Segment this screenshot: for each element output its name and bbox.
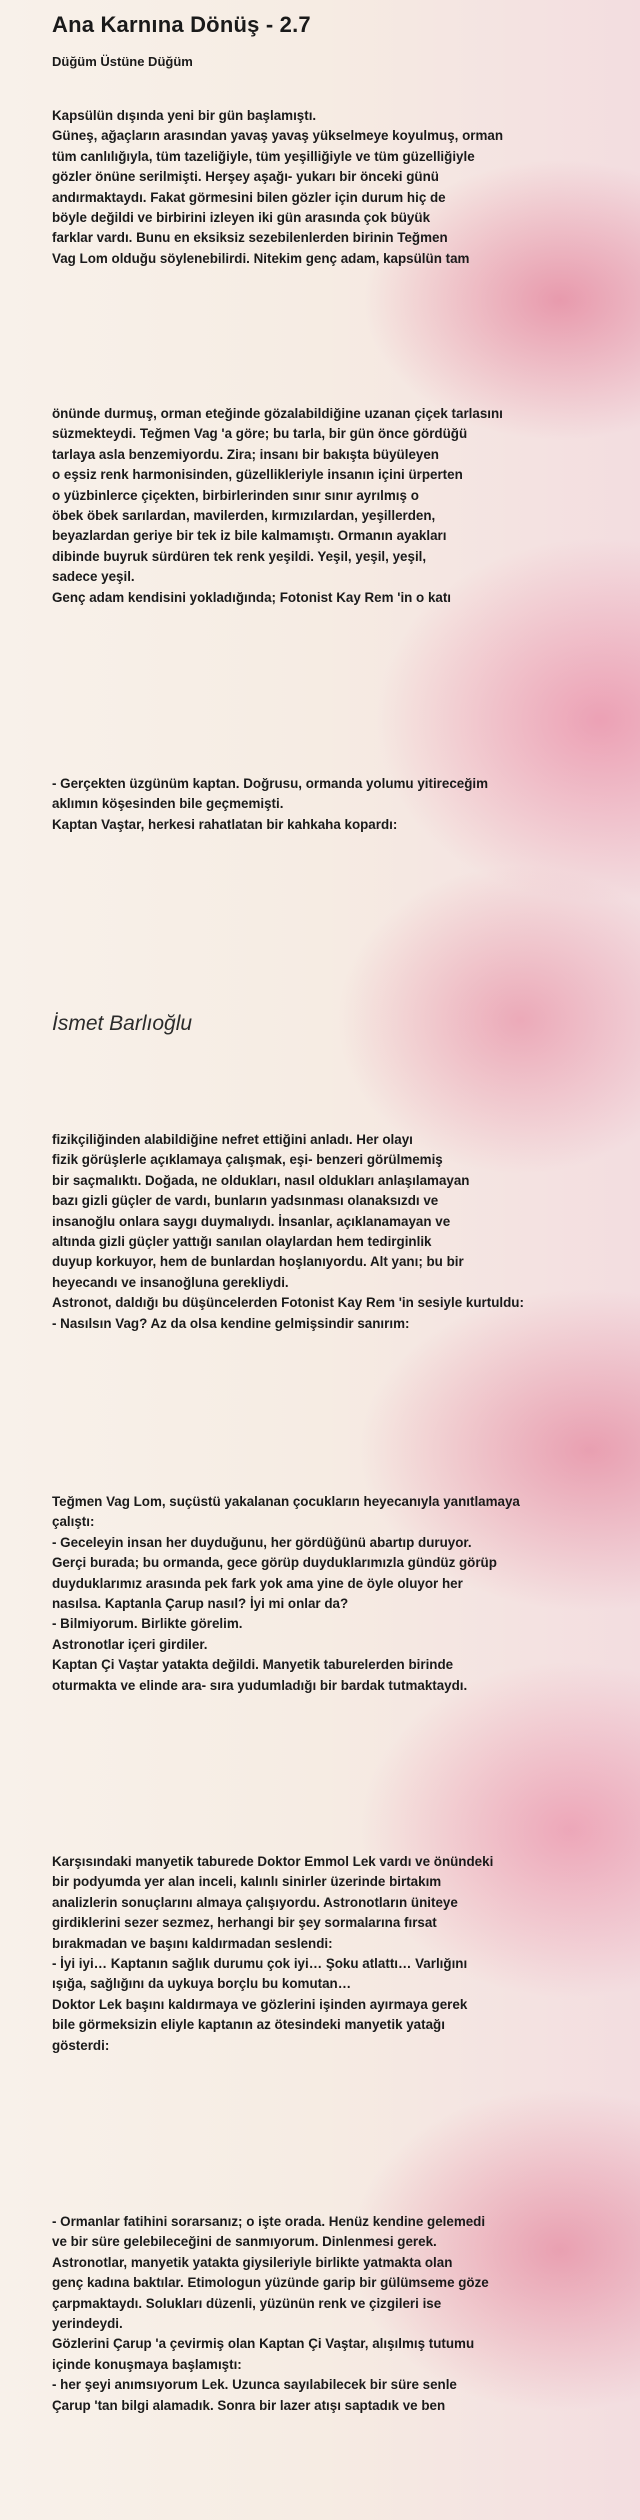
- text-block-7: - Ormanlar fatihini sorarsanız; o işte orada. Henüz kendine gelemedi ve bir süre gelebileceğini de sanmıyorum. Dinlenmesi gerek. Astronotlar, manyetik yatakta giysileriyle birlikte yatmakta olan genç kadına baktılar. Etimologun yüzünde garip bir gülümseme göze çarpmaktaydı. Solukları düzenli, yüzünün renk ve çizgileri ise yerindeydi. Gözlerini Çarup 'a çevirmiş olan Kaptan Çi Vaştar, alışılmış tutumu içinde konuşmaya başlamıştı: - her şeyi anımsıyorum Lek. Uzunca sayılabilecek bir süre senle Çarup 'tan bilgi alamadık. Sonra bir lazer atışı saptadık ve ben: [52, 2214, 489, 2413]
- text-block-3: - Gerçekten üzgünüm kaptan. Doğrusu, ormanda yolumu yitireceğim aklımın köşesinden bile geçmemişti. Kaptan Vaştar, herkesi rahatlatan bir kahkaha kopardı:: [52, 776, 489, 832]
- text-block-5: Teğmen Vag Lom, suçüstü yakalanan çocukların heyecanıyla yanıtlamaya çalıştı: - Geceleyin insan her duyduğunu, her gördüğünü abartıp duruyor. Gerçi burada; bu ormanda, gece görüp duyduklarımızla gündüz görüp duyduklarımız arasında pek fark yok ama yine de öyle oluyor her nasılsa. Kaptanla Çarup nasıl? İyi mi onlar da? - Bilmiyorum. Birlikte görelim. Astronotlar içeri girdiler. Kaptan Çi Vaştar yatakta değildi. Manyetik taburelerden birinde oturmakta ve elinde ara- sıra yudumladığı bir bardak tutmaktaydı.: [52, 1494, 520, 1693]
- text-block-2: önünde durmuş, orman eteğinde gözalabildiğine uzanan çiçek tarlasını süzmekteydi. Teğmen Vag 'a göre; bu tarla, bir gün önce gördüğü tarlaya asla benzemiyordu. Zira; insanı bir bakışta büyüleyen o eşsiz renk harmonisinden, güzellikleriyle insanın içini ürperten o yüzbinlerce çiçekten, birbirlerinden sınır sınır ayrılmış o öbek öbek sarılardan, mavilerden, kırmızılardan, yeşillerden, beyazlardan geriye bir tek iz bile kalmamıştı. Ormanın ayakları dibinde buyruk sürdüren tek renk yeşildi. Yeşil, yeşil, yeşil, sadece yeşil. Genç adam kendisini yokladığında; Fotonist Kay Rem 'in o katı: [52, 406, 503, 605]
- text-block-4: fizikçiliğinden alabildiğine nefret ettiğini anladı. Her olayı fizik görüşlerle açıklamaya çalışmak, eşi- benzeri görülmemiş bir saçmalıktı. Doğada, ne oldukları, nasıl oldukları anlaşılamayan bazı gizli güçler de vardı, bunların yadsınması olanaksızdı ve insanoğlu onlara saygı duymalıydı. İnsanlar, açıklanamayan ve altında gizli güçler yattığı sanılan olaylardan hem tedirginlik duyup korkuyor, hem de bunlardan hoşlanıyordu. Alt yanı; bu bir heyecandı ve insanoğluna gerekliydi. Astronot, daldığı bu düşüncelerden Fotonist Kay Rem 'in sesiyle kurtuldu: - Nasılsın Vag? Az da olsa kendine gelmişsindir sanırım:: [52, 1132, 524, 1331]
- author-name: İsmet Barlıoğlu: [52, 1012, 193, 1035]
- text-block-6: Karşısındaki manyetik taburede Doktor Emmol Lek vardı ve önündeki bir podyumda yer alan inceli, kalınlı sinirler üzerinde birtakım analizlerin sonuçlarını almaya çalışıyordu. Astronotların üniteye girdiklerini sezer sezmez, herhangi bir şey sormalarına fırsat bırakmadan ve başını kaldırmadan seslendi: - İyi iyi… Kaptanın sağlık durumu çok iyi… Şoku atlattı… Varlığını ışığa, sağlığını da uykuya borçlu bu komutan… Doktor Lek başını kaldırmaya ve gözlerini işinden ayırmaya gerek bile görmeksizin eliyle kaptanın az ötesindeki manyetik yatağı gösterdi:: [52, 1854, 494, 2053]
- page-title: Ana Karnına Dönüş - 2.7: [52, 12, 311, 37]
- page-subtitle: Düğüm Üstüne Düğüm: [52, 54, 193, 69]
- text-block-1: Kapsülün dışında yeni bir gün başlamıştı. Güneş, ağaçların arasından yavaş yavaş yükselmeye koyulmuş, orman tüm canlılığıyla, tüm tazeliğiyle, tüm yeşilliğiyle ve tüm güzelliğiyle gözler önüne serilmişti. Herşey aşağı- yukarı bir önceki günü andırmaktaydı. Fakat görmesini bilen gözler için durum hiç de böyle değildi ve birbirini izleyen iki gün arasında çok büyük farklar vardı. Bunu en eksiksiz sezebilenlerden birinin Teğmen Vag Lom olduğu söylenebilirdi. Nitekim genç adam, kapsülün tam: [52, 108, 504, 266]
